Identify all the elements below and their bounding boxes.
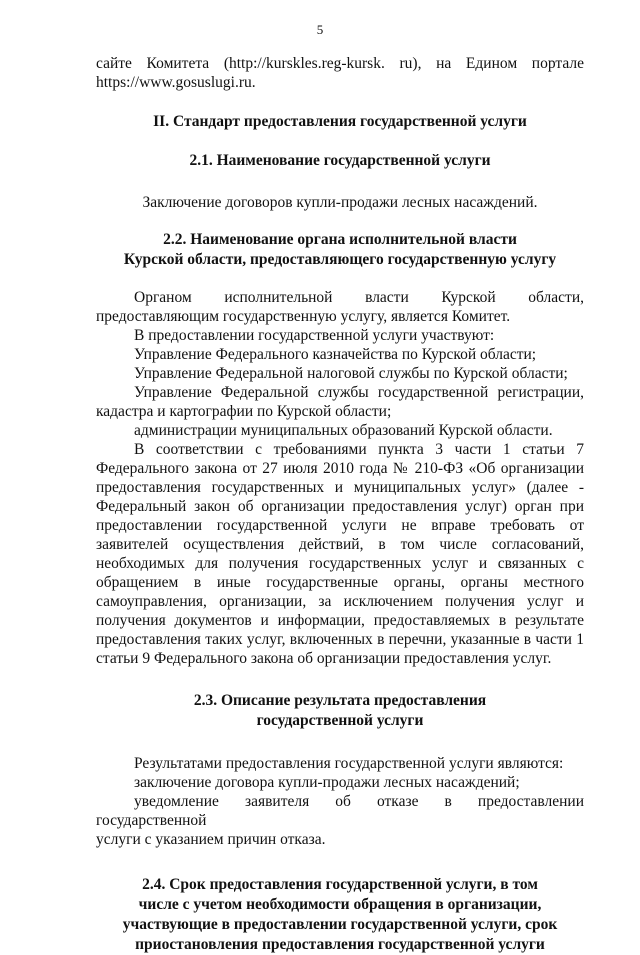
heading-2-4-line-1: 2.4. Срок предоставления государственной услуги, в том bbox=[142, 876, 538, 893]
service-name-text: Заключение договоров купли-продажи лесных насаждений. bbox=[142, 194, 538, 211]
paragraph-line: услуги с указанием причин отказа. bbox=[96, 831, 326, 848]
paragraph-line: кадастра и картографии по Курской области; bbox=[96, 403, 392, 420]
paragraph-line: В предоставлении государственной услуги участвуют: bbox=[134, 327, 495, 344]
heading-2-3-line-2: государственной услуги bbox=[256, 712, 424, 729]
intro-line: сайте Комитета (http://kurskles.reg-kursk. ru), на Едином портале bbox=[96, 55, 584, 72]
heading-2-4-line-4: приостановления предоставления государственной услуги bbox=[135, 936, 545, 953]
paragraph-line: предоставлении государственной услуги не вправе требовать от bbox=[96, 517, 584, 534]
paragraph-line: заявителей осуществления действий, в том числе согласований, bbox=[96, 536, 584, 553]
paragraph-line: предоставляющим государственную услугу, является Комитет. bbox=[96, 308, 511, 325]
paragraph-line: Федерального закона от 27 июля 2010 года № 210-ФЗ «Об организации bbox=[96, 460, 584, 477]
paragraph-line: необходимых для получения государственных услуг и связанных с bbox=[96, 555, 584, 572]
intro-link-line: https://www.gosuslugi.ru. bbox=[96, 74, 256, 91]
paragraph-line: предоставления таких услуг, включенных в перечни, указанные в части 1 bbox=[96, 631, 584, 648]
heading-2-3-line-1: 2.3. Описание результата предоставления bbox=[193, 692, 487, 709]
page-number: 5 bbox=[316, 22, 324, 37]
heading-2-1: 2.1. Наименование государственной услуги bbox=[189, 152, 491, 169]
paragraph-line: Управление Федеральной службы государственной регистрации, bbox=[134, 384, 584, 401]
paragraph-line: уведомление заявителя об отказе в предоставлении государственной bbox=[96, 793, 584, 829]
heading-2-2-line-1: 2.2. Наименование органа исполнительной власти bbox=[163, 231, 517, 248]
heading-2-4-line-2: числе с учетом необходимости обращения в организации, bbox=[138, 896, 542, 913]
paragraph-line: Органом исполнительной власти Курской области, bbox=[134, 289, 584, 306]
paragraph-line: В соответствии с требованиями пункта 3 части 1 статьи 7 bbox=[134, 441, 584, 458]
section-title: II. Стандарт предоставления государственной услуги bbox=[153, 113, 527, 130]
paragraph-line: предоставления государственных и муниципальных услуг» (далее - bbox=[96, 479, 584, 496]
paragraph-line: Результатами предоставления государственной услуги являются: bbox=[134, 755, 564, 772]
paragraph-line: самоуправления, организации, за исключением получения услуг и bbox=[96, 593, 584, 610]
paragraph-line: получения документов и информации, предоставляемых в результате bbox=[96, 612, 584, 629]
page-content bbox=[96, 54, 584, 955]
paragraph-line: Федеральный закон об организации предоставления услуг) орган при bbox=[96, 498, 584, 515]
paragraph-line: Управление Федерального казначейства по Курской области; bbox=[134, 346, 537, 363]
paragraph-line: обращением в иные государственные органы, органы местного bbox=[96, 574, 584, 591]
heading-2-2-line-2: Курской области, предоставляющего государственную услугу bbox=[123, 251, 557, 268]
paragraph-line: администрации муниципальных образований Курской области. bbox=[134, 422, 553, 439]
paragraph-line: Управление Федеральной налоговой службы по Курской области; bbox=[134, 365, 568, 382]
paragraph-line: статьи 9 Федерального закона об организации предоставления услуг. bbox=[96, 650, 552, 667]
heading-2-4-line-3: участвующие в предоставлении государственной услуги, срок bbox=[122, 916, 558, 933]
paragraph-line: заключение договора купли-продажи лесных насаждений; bbox=[134, 774, 520, 791]
